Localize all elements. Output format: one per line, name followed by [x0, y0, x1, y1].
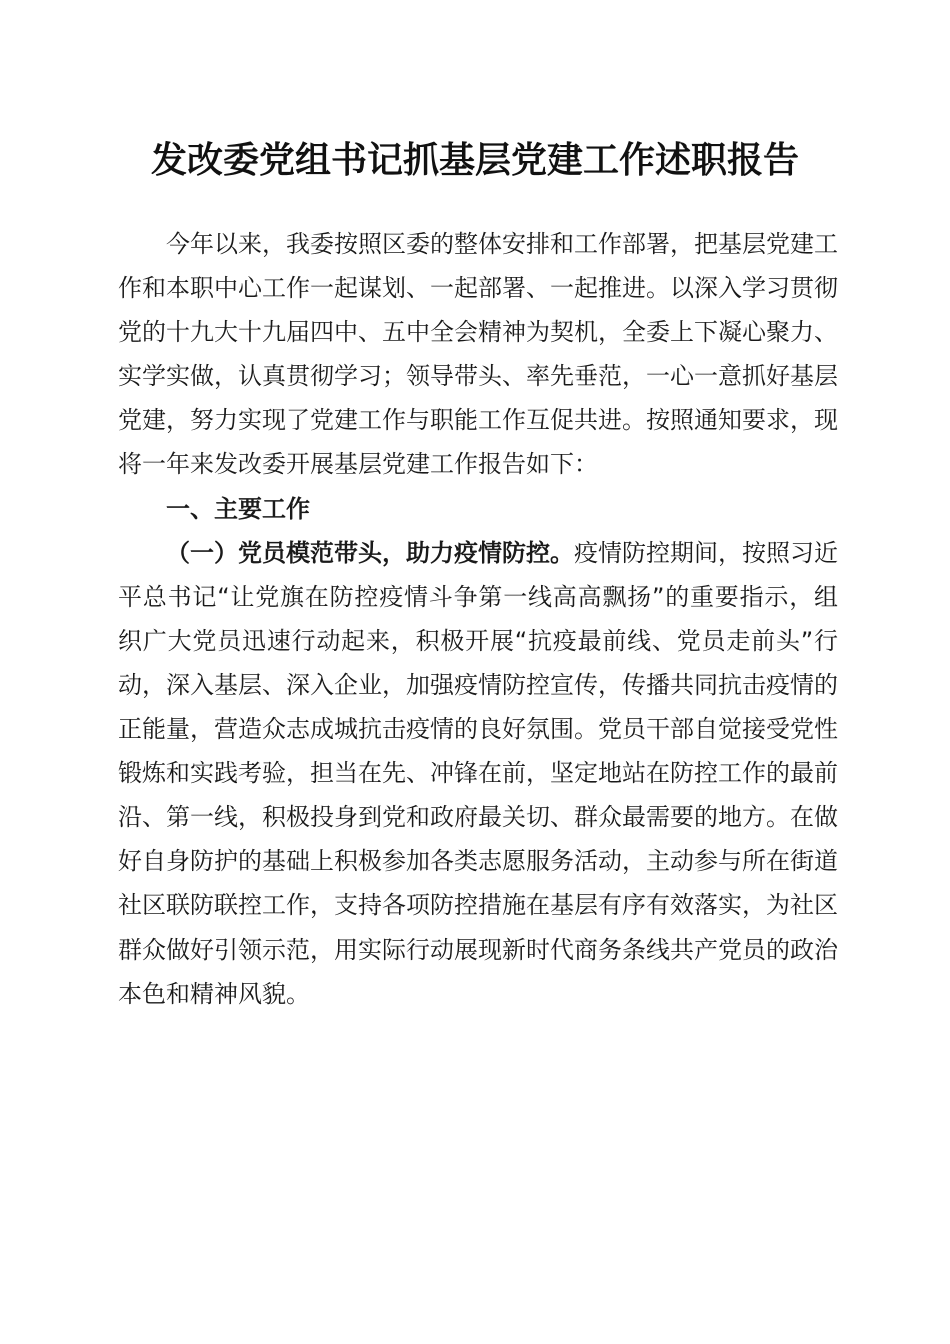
document-body [118, 222, 838, 1016]
subsection-body: 疫情防控期间，按照习近平总书记“让党旗在防控疫情斗争第一线高高飘扬”的重要指示，组织广大党员迅速行动起来，积极开展“抗疫最前线、党员走前头”行动，深入基层、深入企业，加强疫情防控宣传，传播共同抗击疫情的正能量，营造众志成城抗击疫情的良好氛围。党员干部自觉接受党性锻炼和实践考验，担当在先、冲锋在前，坚定地站在防控工作的最前沿、第一线，积极投身到党和政府最关切、群众最需要的地方。在做好自身防护的基础上积极参加各类志愿服务活动，主动参与所在街道社区联防联控工作，支持各项防控措施在基层有序有效落实，为社区群众做好引领示范，用实际行动展现新时代商务条线共产党员的政治本色和精神风貌。 [118, 538, 838, 1008]
intro-paragraph: 今年以来，我委按照区委的整体安排和工作部署，把基层党建工作和本职中心工作一起谋划、一起部署、一起推进。以深入学习贯彻党的十九大十九届四中、五中全会精神为契机，全委上下凝心聚力、实学实做，认真贯彻学习；领导带头、率先垂范，一心一意抓好基层党建，努力实现了党建工作与职能工作互促共进。按照通知要求，现将一年来发改委开展基层党建工作报告如下： [118, 230, 838, 479]
section-heading-main-work: 一、主要工作 [166, 494, 310, 523]
subsection-heading: （一）党员模范带头，助力疫情防控。 [166, 537, 574, 567]
subsection-paragraph [118, 531, 838, 1016]
document-title: 发改委党组书记抓基层党建工作述职报告 [150, 139, 799, 181]
